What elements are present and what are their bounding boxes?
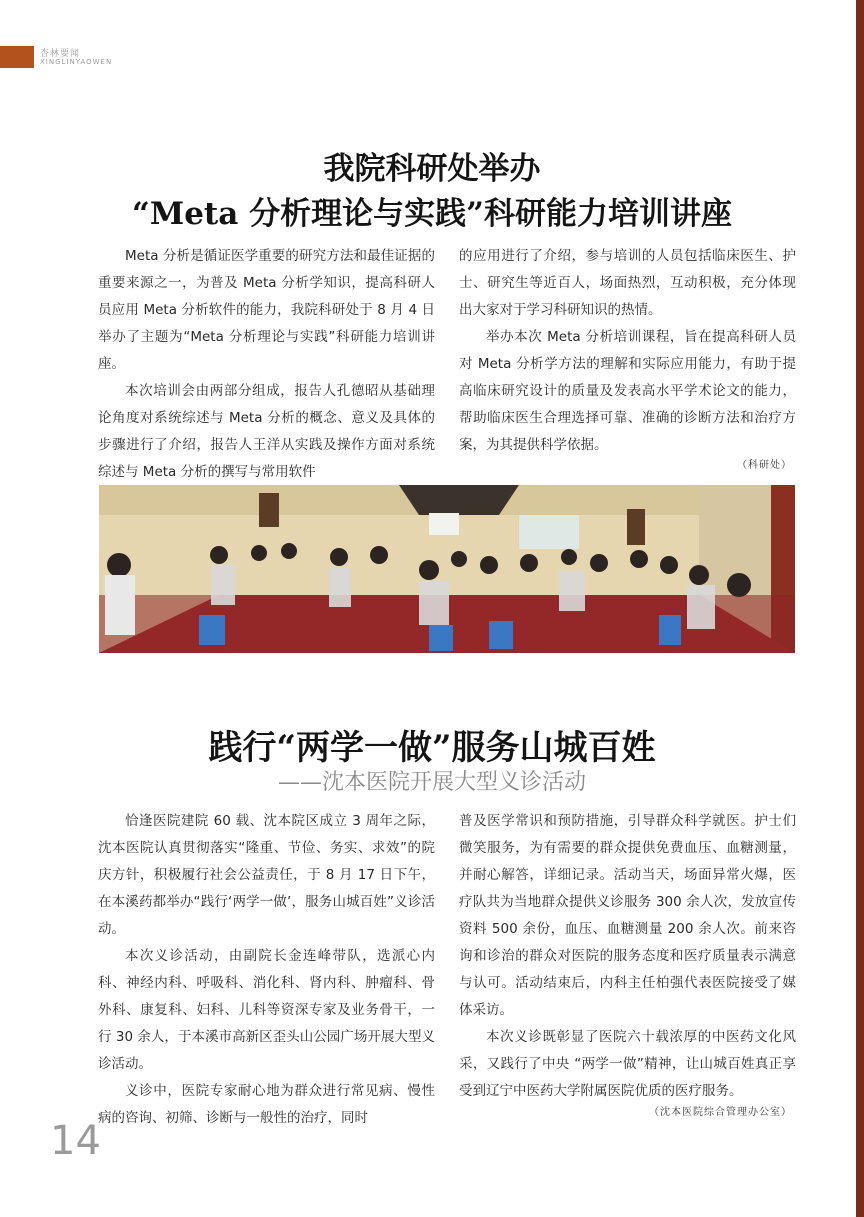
article1-left-column [98,243,435,486]
page-number: 14 [50,1118,101,1164]
section-name-pinyin: XINGLINYAOWEN [40,58,113,66]
section-name: 杏林要闻 [40,49,81,59]
article1-paragraph: Meta 分析是循证医学重要的研究方法和最佳证据的重要来源之一，为普及 Meta 分析学知识，提高科研人员应用 Meta 分析软件的能力，我院科研处于 8 月 4 日举办了主题为“Meta 分析理论与实践”科研能力培训讲座。 [98,248,435,372]
article2-paragraph: 本次义诊活动，由副院长金连峰带队，选派心内科、神经内科、呼吸科、消化科、肾内科、肿瘤科、骨外科、康复科、妇科、儿科等资深专家及业务骨干，一行 30 余人，于本溪市高新区歪头山公园广场开展大型义诊活动。 [98,948,435,1072]
article2-paragraph: 义诊中，医院专家耐心地为群众进行常见病、慢性病的咨询、初筛、诊断与一般性的治疗，同时 [98,1083,435,1126]
article2-paragraph: 普及医学常识和预防措施，引导群众科学就医。护士们微笑服务，为有需要的群众提供免费血压、血糖测量，并耐心解答，详细记录。活动当天，场面异常火爆，医疗队共为当地群众提供义诊服务 300 余人次，发放宣传资料 500 余份，血压、血糖测量 200 余人次。前来咨询和诊治的群众对医院的服务态度和医疗质量表示满意与认可。活动结束后，内科主任柏强代表医院接受了媒体采访。 [459,813,796,1018]
section-tab [0,46,34,68]
article1-right-column [459,243,796,459]
article1-paragraph: 本次培训会由两部分组成，报告人孔德昭从基础理论角度对系统综述与 Meta 分析的概念、意义及具体的步骤进行了介绍，报告人王洋从实践及操作方面对系统综述与 Meta 分析的撰写与常用软件 [98,383,435,480]
lecture-photo [99,485,795,653]
article1-credit: （科研处） [737,460,792,471]
article2-left-column [98,808,435,1132]
article2-title: 践行“两学一做”服务山城百姓 [208,728,656,768]
article2-paragraph: 本次义诊既彰显了医院六十载浓厚的中医药文化风采，又践行了中央 “两学一做”精神，让山城百姓真正享受到辽宁中医药大学附属医院优质的医疗服务。 [459,1029,796,1099]
article1-paragraph: 的应用进行了介绍，参与培训的人员包括临床医生、护士、研究生等近百人，场面热烈，互动积极，充分体现出大家对于学习科研知识的热情。 [459,248,796,318]
article2-right-column [459,808,796,1105]
article2-credit: （沈本医院综合管理办公室） [649,1107,792,1118]
article2-paragraph: 恰逢医院建院 60 载、沈本院区成立 3 周年之际，沈本医院认真贯彻落实“隆重、节俭、务实、求效”的院庆方针，积极履行社会公益责任，于 8 月 17 日下午，在本溪药都举办“践行‘两学一做’，服务山城百姓”义诊活动。 [98,813,435,937]
article2-subtitle: ——沈本医院开展大型义诊活动 [277,770,586,795]
article1-title-line2: “Meta 分析理论与实践”科研能力培训讲座 [132,196,732,232]
article1-title-line1: 我院科研处举办 [323,151,541,187]
article1-paragraph: 举办本次 Meta 分析培训课程，旨在提高科研人员对 Meta 分析学方法的理解和实际应用能力，有助于提高临床研究设计的质量及发表高水平学术论文的能力，帮助临床医生合理选择可靠、准确的诊断方法和治疗方案，为其提供科学依据。 [459,329,796,453]
